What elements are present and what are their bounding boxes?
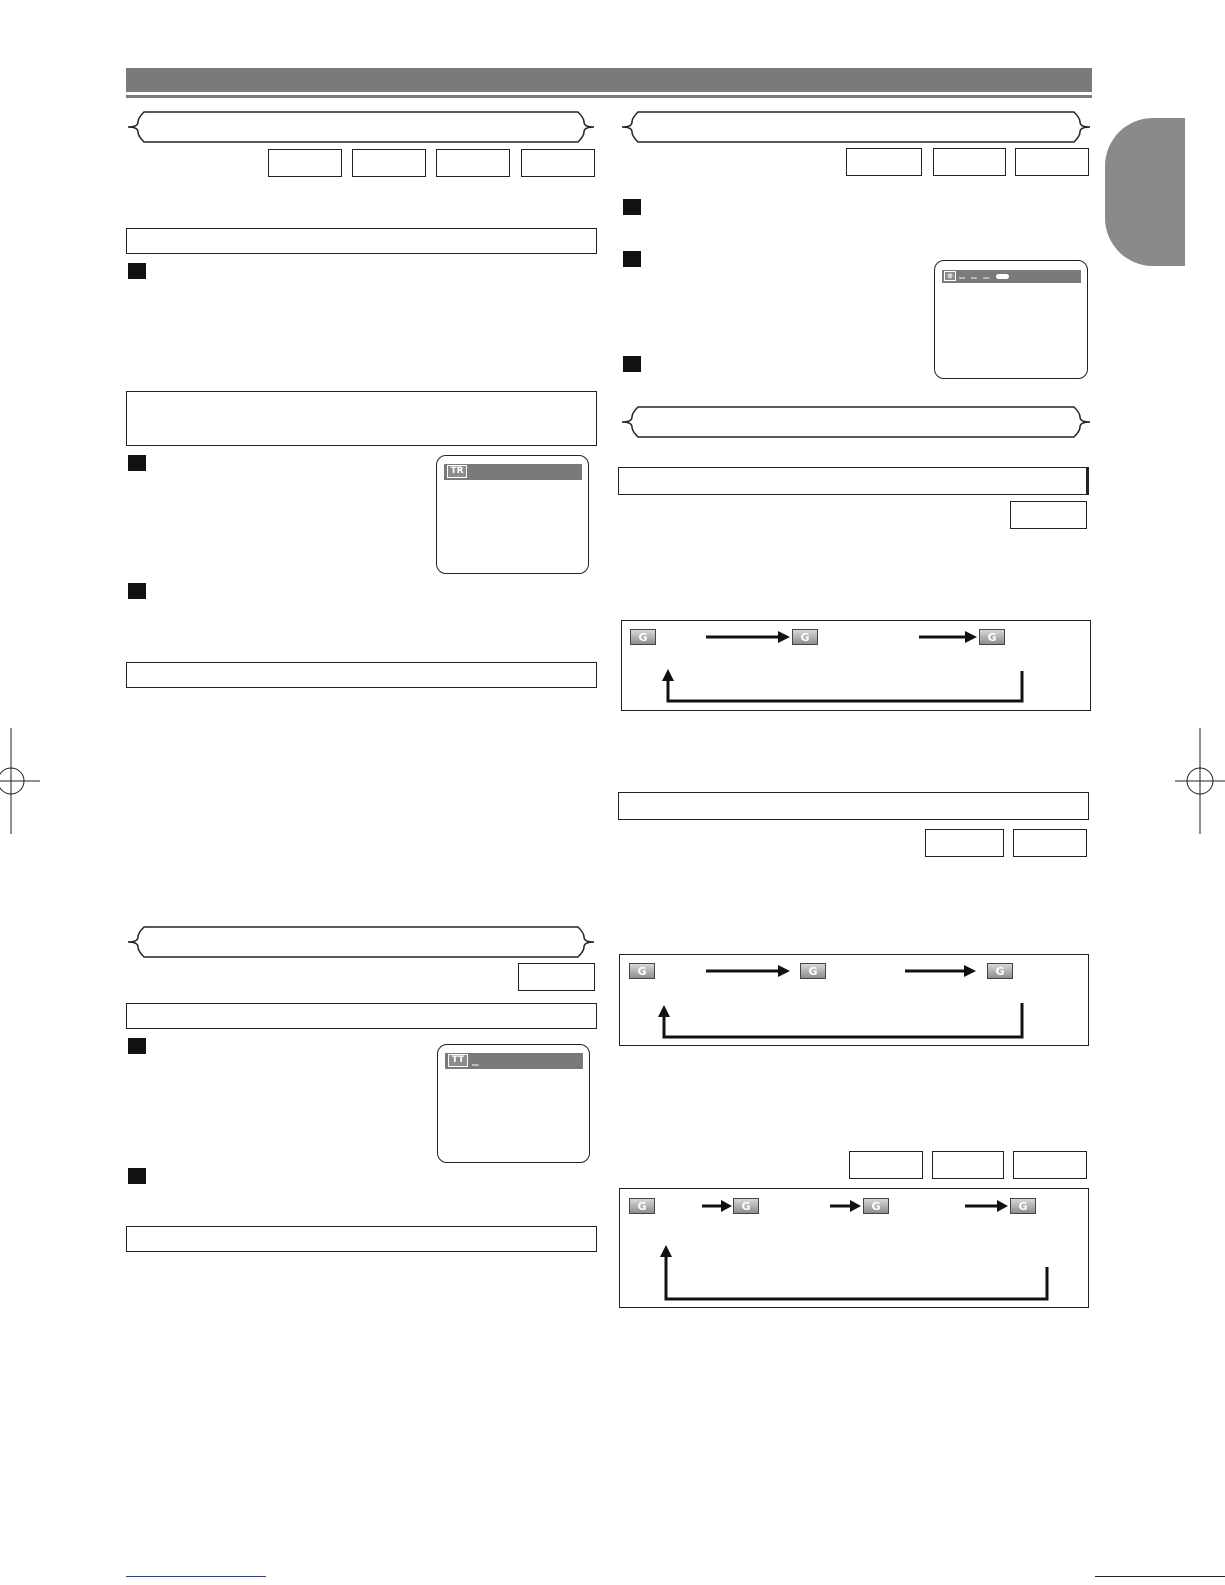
media-box [925, 829, 1004, 857]
media-box [521, 149, 595, 177]
media-box [1013, 829, 1087, 857]
step-square-icon [128, 1168, 146, 1184]
section-banner [126, 110, 596, 144]
media-box [1010, 501, 1087, 529]
media-box [1013, 1151, 1087, 1179]
mode-icon: G [800, 963, 826, 979]
subsection-heading-box [126, 662, 597, 688]
mode-icon: G [733, 1198, 759, 1214]
mode-icon: G [979, 629, 1005, 645]
step-square-icon [128, 263, 146, 279]
title-search-screen [437, 1044, 590, 1163]
step-square-icon [623, 199, 641, 215]
media-box [518, 963, 595, 991]
header-bar [126, 68, 1092, 92]
media-box [932, 1151, 1004, 1179]
mode-icon: G [629, 963, 655, 979]
subsection-heading-box [126, 228, 597, 254]
cycle-arrow-icon [620, 1189, 1090, 1309]
repeat-mode-panel [621, 620, 1091, 711]
title-icon: TT [448, 1054, 468, 1067]
header-rule [126, 95, 1092, 98]
track-icon: TR [447, 465, 467, 478]
step-square-icon [623, 356, 641, 372]
repeat-ab-mode-panel [619, 1188, 1089, 1308]
subsection-heading-box [126, 1003, 597, 1029]
subsection-heading-box [618, 792, 1089, 820]
section-banner [620, 405, 1092, 439]
counter-icon: ⊕ [944, 271, 956, 281]
mode-icon: G [987, 963, 1013, 979]
osd-status-bar [942, 270, 1081, 283]
media-box [846, 148, 922, 176]
mode-icon: G [863, 1198, 889, 1214]
mode-icon: G [629, 1198, 655, 1214]
media-box [1015, 148, 1089, 176]
mode-icon: G [630, 629, 656, 645]
mode-icon: G [1010, 1198, 1036, 1214]
time-search-screen [934, 260, 1088, 379]
osd-status-bar [444, 464, 582, 480]
title-cursor: _ [472, 1053, 479, 1066]
section-banner [620, 110, 1092, 144]
osd-status-bar [445, 1053, 583, 1069]
track-search-screen [436, 455, 589, 574]
media-box [849, 1151, 923, 1179]
media-box [933, 148, 1006, 176]
section-banner [126, 925, 596, 959]
crosshair-icon [1175, 728, 1225, 834]
step-square-icon [128, 583, 146, 599]
counter-dashes: _ _ _ [959, 268, 990, 279]
cycle-arrow-icon [620, 955, 1090, 1047]
subsection-heading-box [618, 467, 1089, 495]
footer-rule [1095, 1576, 1225, 1577]
mode-icon: G [792, 629, 818, 645]
language-tab[interactable] [1105, 118, 1185, 266]
step-square-icon [128, 1038, 146, 1054]
media-box [352, 149, 426, 177]
step-square-icon [623, 251, 641, 267]
media-box [268, 149, 342, 177]
step-square-icon [128, 455, 146, 471]
footer-link[interactable] [126, 1575, 266, 1577]
media-box [436, 149, 510, 177]
random-mode-panel [619, 954, 1089, 1046]
counter-pill [996, 274, 1009, 279]
subsection-heading-box [126, 1226, 597, 1252]
cycle-arrow-icon [622, 621, 1092, 712]
crosshair-icon [0, 728, 40, 834]
subsection-heading-box [126, 391, 597, 446]
